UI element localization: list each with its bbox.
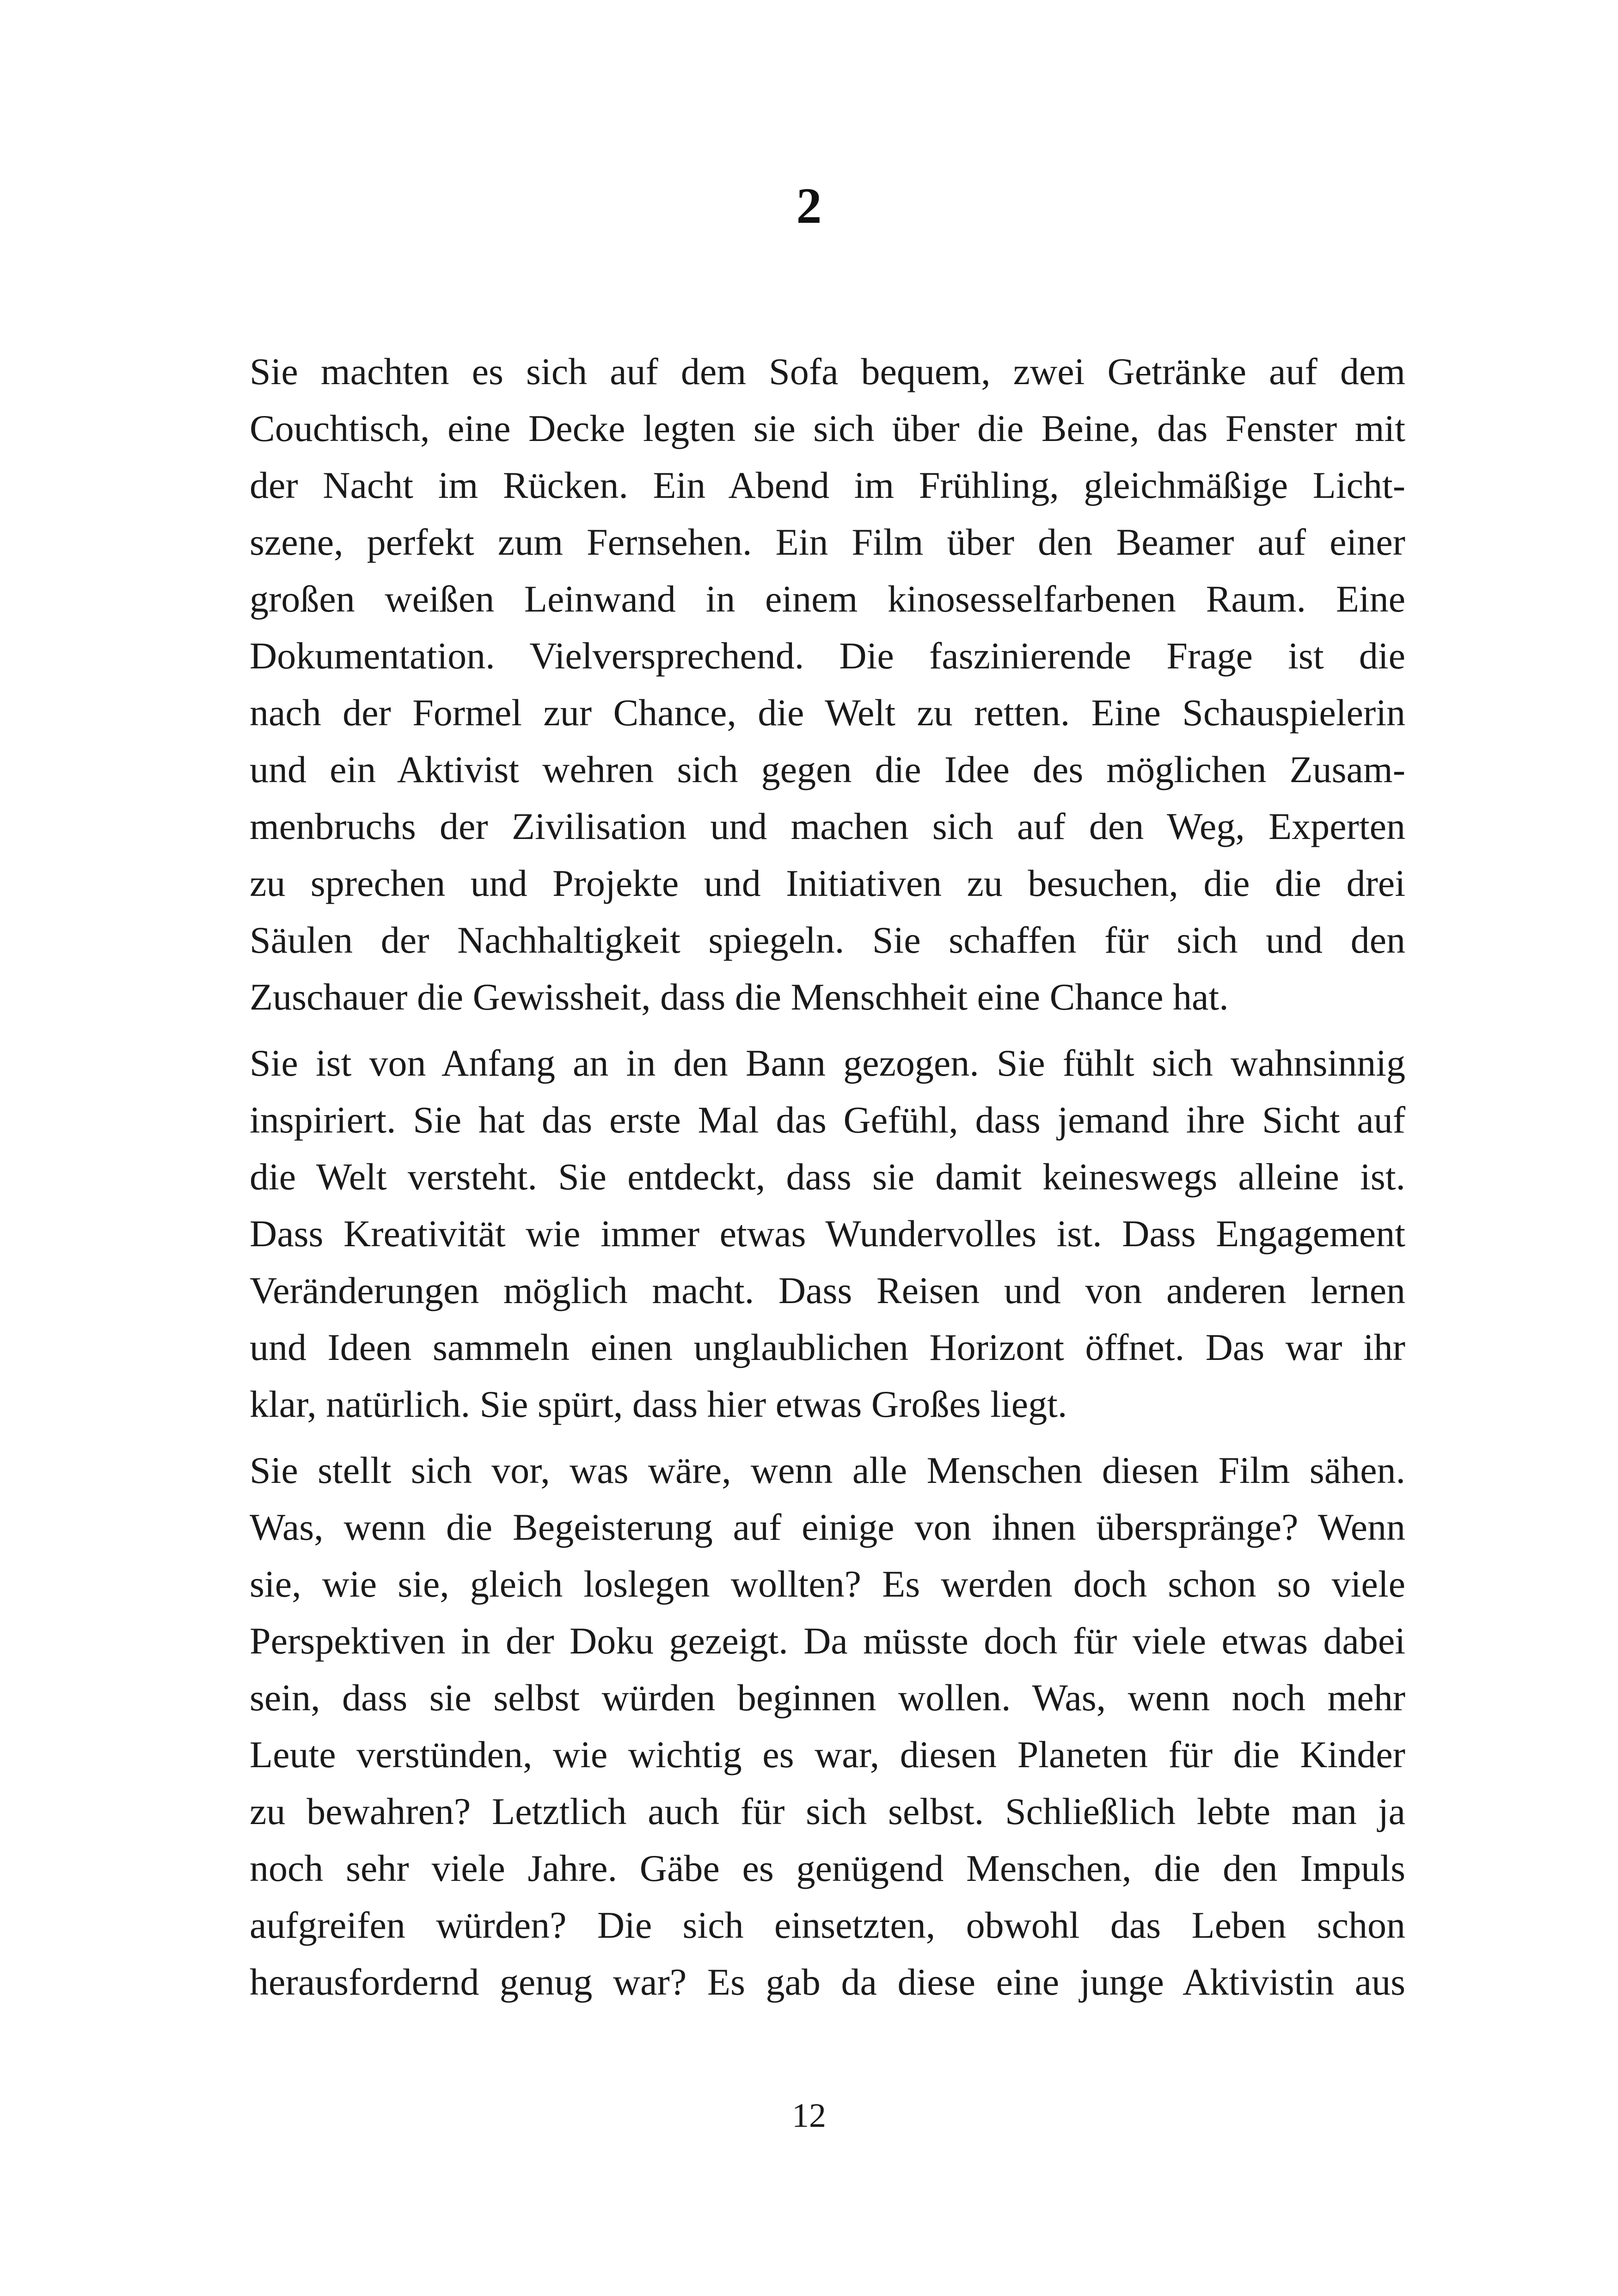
text-line: Sie ist von Anfang an in den Bann gezogen. Sie fühlt sich wahnsinnig bbox=[250, 1042, 1405, 1084]
paragraph-3 bbox=[250, 1442, 1405, 2010]
text-line: der Nacht im Rücken. Ein Abend im Frühling, gleichmäßige Licht- bbox=[250, 464, 1405, 506]
text-line: menbruchs der Zivilisation und machen sich auf den Weg, Experten bbox=[250, 805, 1405, 847]
text-line: sein, dass sie selbst würden beginnen wollen. Was, wenn noch mehr bbox=[250, 1677, 1405, 1719]
text-line: und Ideen sammeln einen unglaublichen Horizont öffnet. Das war ihr bbox=[250, 1326, 1405, 1368]
text-line: aufgreifen würden? Die sich einsetzten, obwohl das Leben schon bbox=[250, 1904, 1405, 1946]
text-line: Zuschauer die Gewissheit, dass die Menschheit eine Chance hat. bbox=[250, 976, 1229, 1018]
text-line: Couchtisch, eine Decke legten sie sich über die Beine, das Fenster mit bbox=[250, 407, 1405, 449]
body-text bbox=[250, 343, 1405, 2020]
text-line: Sie machten es sich auf dem Sofa bequem, zwei Getränke auf dem bbox=[250, 350, 1405, 392]
paragraph-1 bbox=[250, 343, 1405, 1025]
chapter-number: 2 bbox=[796, 178, 822, 234]
text-line: großen weißen Leinwand in einem kinosesselfarbenen Raum. Eine bbox=[250, 578, 1405, 620]
text-line: Sie stellt sich vor, was wäre, wenn alle Menschen diesen Film sähen. bbox=[250, 1449, 1405, 1491]
text-line: zu sprechen und Projekte und Initiativen zu besuchen, die die drei bbox=[250, 862, 1405, 904]
text-line: Veränderungen möglich macht. Dass Reisen und von anderen lernen bbox=[250, 1269, 1405, 1311]
text-line: inspiriert. Sie hat das erste Mal das Gefühl, dass jemand ihre Sicht auf bbox=[250, 1099, 1405, 1141]
page-number: 12 bbox=[792, 2097, 826, 2135]
text-line: und ein Aktivist wehren sich gegen die Idee des möglichen Zusam- bbox=[250, 748, 1405, 790]
text-line: klar, natürlich. Sie spürt, dass hier etwas Großes liegt. bbox=[250, 1383, 1067, 1425]
text-line: Säulen der Nachhaltigkeit spiegeln. Sie schaffen für sich und den bbox=[250, 919, 1405, 961]
text-line: die Welt versteht. Sie entdeckt, dass sie damit keineswegs alleine ist. bbox=[250, 1156, 1405, 1198]
text-line: szene, perfekt zum Fernsehen. Ein Film über den Beamer auf einer bbox=[250, 521, 1405, 563]
text-line: Dass Kreativität wie immer etwas Wundervolles ist. Dass Engagement bbox=[250, 1212, 1405, 1255]
text-line: Was, wenn die Begeisterung auf einige von ihnen überspränge? Wenn bbox=[250, 1506, 1405, 1548]
text-line: herausfordernd genug war? Es gab da diese eine junge Aktivistin aus bbox=[250, 1961, 1405, 2003]
text-line: zu bewahren? Letztlich auch für sich selbst. Schließlich lebte man ja bbox=[250, 1790, 1405, 1832]
text-line: sie, wie sie, gleich loslegen wollten? Es werden doch schon so viele bbox=[250, 1563, 1405, 1605]
text-line: Leute verstünden, wie wichtig es war, diesen Planeten für die Kinder bbox=[250, 1733, 1405, 1776]
text-line: Perspektiven in der Doku gezeigt. Da müsste doch für viele etwas dabei bbox=[250, 1620, 1405, 1662]
text-line: Dokumentation. Vielversprechend. Die faszinierende Frage ist die bbox=[250, 635, 1405, 677]
paragraph-2 bbox=[250, 1035, 1405, 1433]
text-line: nach der Formel zur Chance, die Welt zu retten. Eine Schauspielerin bbox=[250, 692, 1405, 734]
text-line: noch sehr viele Jahre. Gäbe es genügend Menschen, die den Impuls bbox=[250, 1847, 1405, 1889]
